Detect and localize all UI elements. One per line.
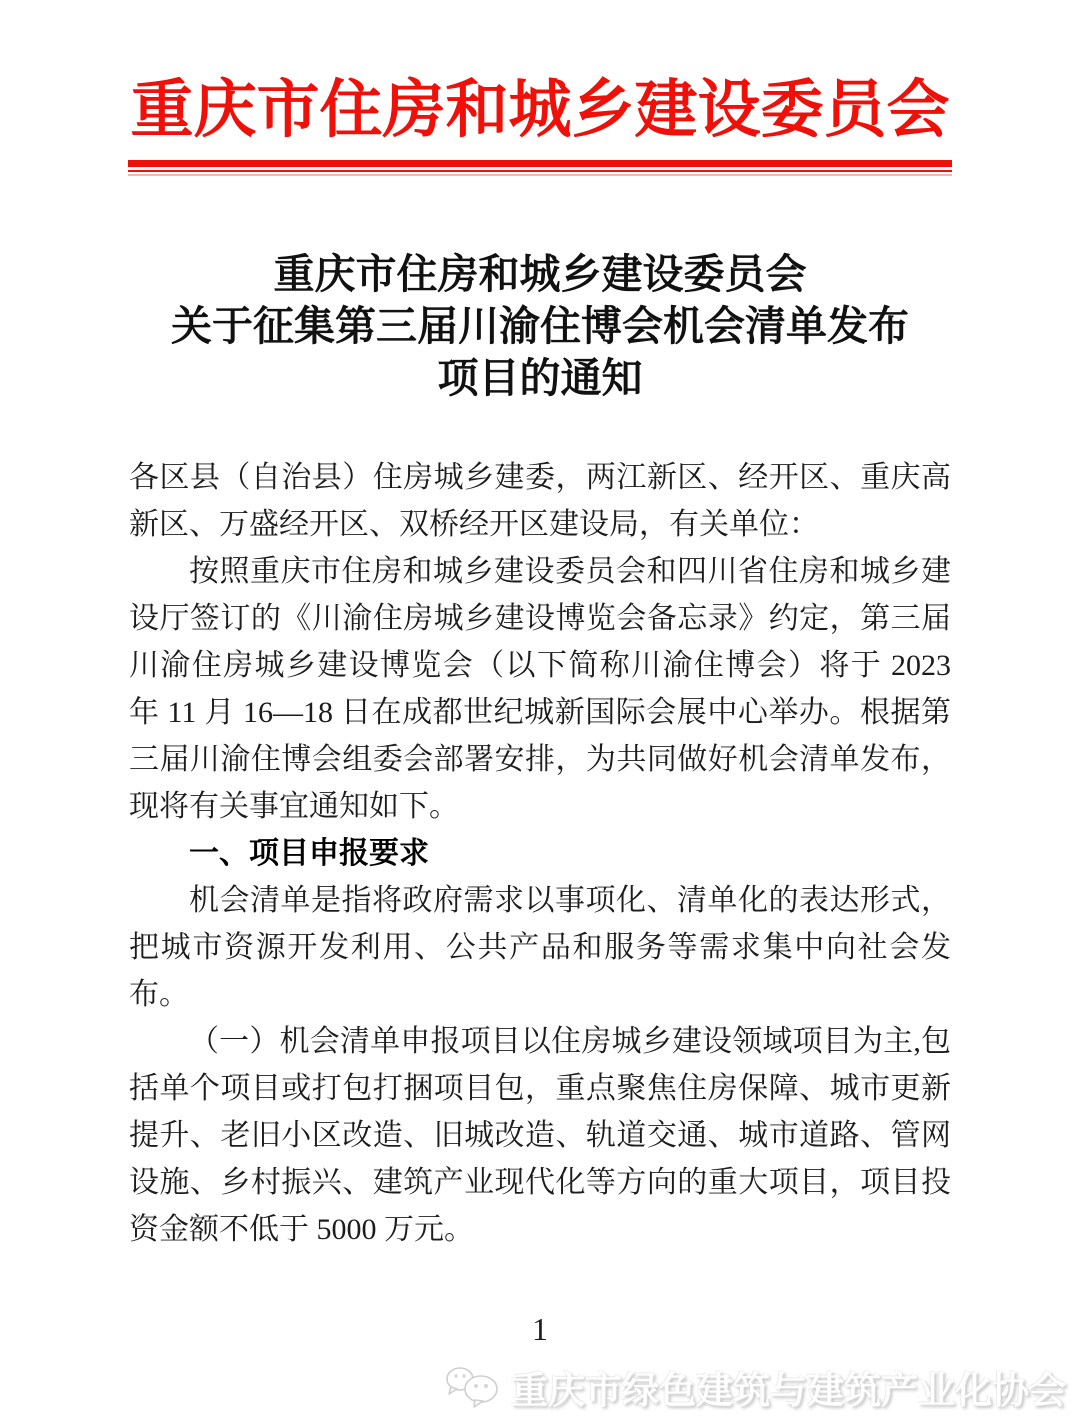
section-1-heading: 一、项目申报要求 bbox=[189, 837, 429, 871]
document-body bbox=[129, 454, 951, 1253]
title-line-2: 关于征集第三届川渝住博会机会清单发布 bbox=[171, 303, 909, 350]
section-1-paragraph-1: 机会清单是指将政府需求以事项化、清单化的表达形式，把城市资源开发利用、公共产品和服务等需求集中向社会发布。 bbox=[129, 884, 951, 1012]
intro-paragraph: 按照重庆市住房和城乡建设委员会和四川省住房和城乡建设厅签订的《川渝住房城乡建设博览会备忘录》约定，第三届川渝住房城乡建设博览会（以下简称川渝住博会）将于 2023 年 11 月 16—18 日在成都世纪城新国际会展中心举办。根据第三届川渝住博会组委会部署安排，为共同做好机会清单发布，现将有关事宜通知如下。 bbox=[129, 555, 951, 824]
section-1-paragraph-2: （一）机会清单申报项目以住房城乡建设领域项目为主,包括单个项目或打包打捆项目包，重点聚焦住房保障、城市更新提升、老旧小区改造、旧城改造、轨道交通、城市道路、管网设施、乡村振兴、建筑产业现代化等方向的重大项目，项目投资金额不低于 5000 万元。 bbox=[129, 1025, 951, 1247]
title-line-1: 重庆市住房和城乡建设委员会 bbox=[273, 251, 807, 298]
page-number: 1 bbox=[532, 1311, 548, 1348]
wechat-bubbles-icon bbox=[445, 1363, 503, 1411]
title-line-3: 项目的通知 bbox=[437, 355, 643, 402]
source-watermark-text: 重庆市绿色建筑与建筑产业化协会 bbox=[511, 1370, 1066, 1411]
letterhead-org-name: 重庆市住房和城乡建设委员会 bbox=[130, 75, 950, 145]
letterhead bbox=[128, 66, 952, 176]
salutation-paragraph: 各区县（自治县）住房城乡建委，两江新区、经开区、重庆高新区、万盛经开区、双桥经开区建设局，有关单位： bbox=[129, 461, 951, 542]
document-title bbox=[100, 248, 980, 404]
letterhead-double-rule bbox=[128, 160, 952, 176]
rule-pale-bar bbox=[128, 174, 952, 176]
rule-thick-bar bbox=[128, 160, 952, 167]
source-watermark bbox=[445, 1360, 1066, 1414]
